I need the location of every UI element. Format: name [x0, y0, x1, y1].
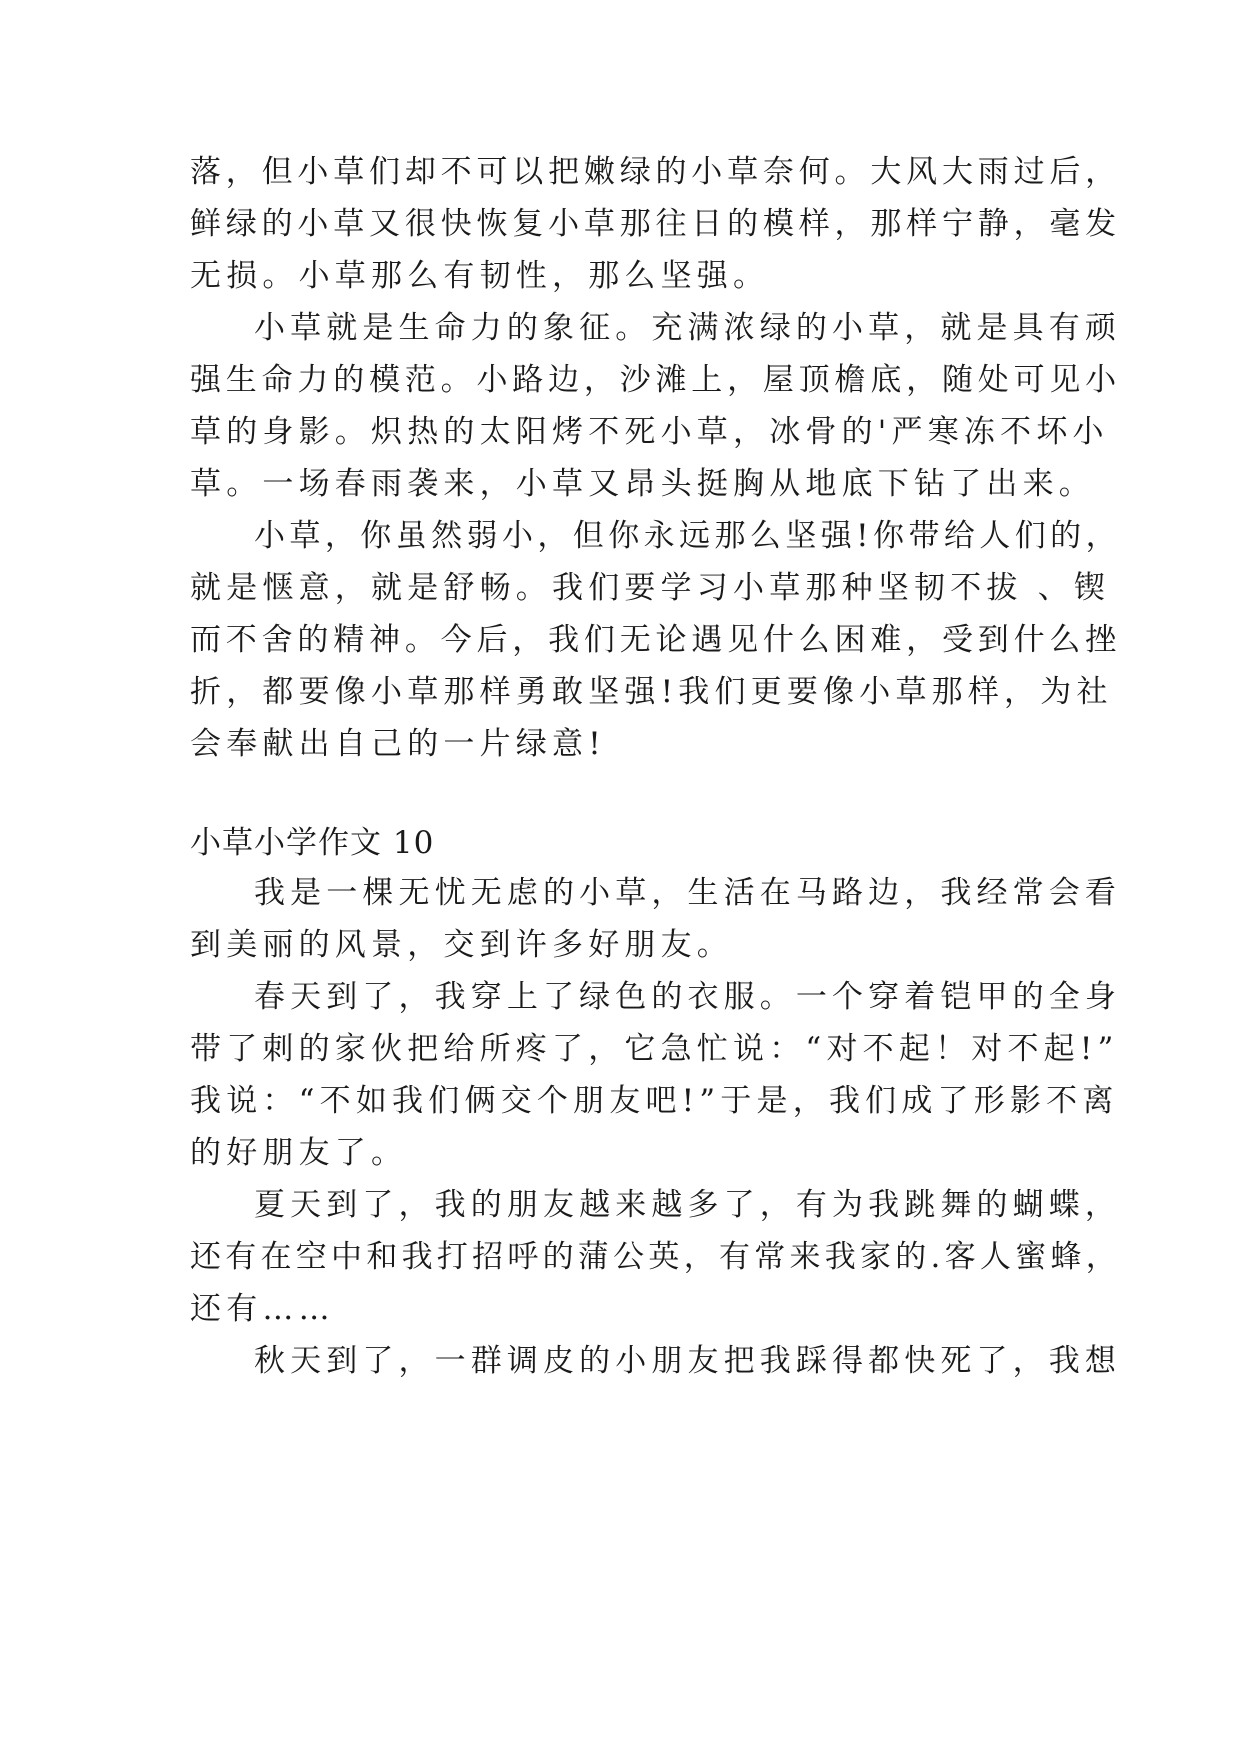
text-line: 而不舍的精神。今后，我们无论遇见什么困难，受到什么挫 [190, 622, 1121, 658]
text-line: 带了刺的家伙把给所疼了，它急忙说：“对不起！对不起!” [190, 1031, 1119, 1067]
text-line: 我说：“不如我们俩交个朋友吧!”于是，我们成了形影不离 [190, 1083, 1119, 1119]
text-line: 还有在空中和我打招呼的蒲公英，有常来我家的.客人蜜蜂， [190, 1239, 1121, 1275]
text-line: 草。一场春雨袭来，小草又昂头挺胸从地底下钻了出来。 [190, 466, 1095, 502]
text-line: 无损。小草那么有韧性，那么坚强。 [190, 258, 770, 294]
text-line: 折，都要像小草那样勇敢坚强!我们更要像小草那样，为社 [190, 674, 1113, 710]
text-line: 秋天到了，一群调皮的小朋友把我踩得都快死了，我想 [254, 1343, 1121, 1379]
text-line: 小草就是生命力的象征。充满浓绿的小草，就是具有顽 [254, 310, 1121, 346]
text-line: 的好朋友了。 [190, 1135, 408, 1171]
text-line: 到美丽的风景，交到许多好朋友。 [190, 927, 733, 963]
text-line: 还有…… [190, 1291, 335, 1327]
text-line: 鲜绿的小草又很快恢复小草那往日的模样，那样宁静，毫发 [190, 206, 1121, 242]
text-line: 草的身影。炽热的太阳烤不死小草，冰骨的'严寒冻不坏小 [190, 414, 1109, 450]
text-line: 就是惬意，就是舒畅。我们要学习小草那种坚韧不拔 、锲 [190, 570, 1111, 606]
text-line: 春天到了，我穿上了绿色的衣服。一个穿着铠甲的全身 [254, 979, 1121, 1015]
text-line: 小草，你虽然弱小，但你永远那么坚强!你带给人们的， [254, 518, 1121, 554]
text-line: 夏天到了，我的朋友越来越多了，有为我跳舞的蝴蝶， [254, 1187, 1121, 1223]
text-line: 强生命力的模范。小路边，沙滩上，屋顶檐底，随处可见小 [190, 362, 1121, 398]
text-line: 落，但小草们却不可以把嫩绿的小草奈何。大风大雨过后， [190, 154, 1121, 190]
text-line: 我是一棵无忧无虑的小草，生活在马路边，我经常会看 [254, 875, 1121, 911]
section-heading: 小草小学作文 10 [190, 825, 435, 861]
text-line: 会奉献出自己的一片绿意! [190, 726, 606, 762]
